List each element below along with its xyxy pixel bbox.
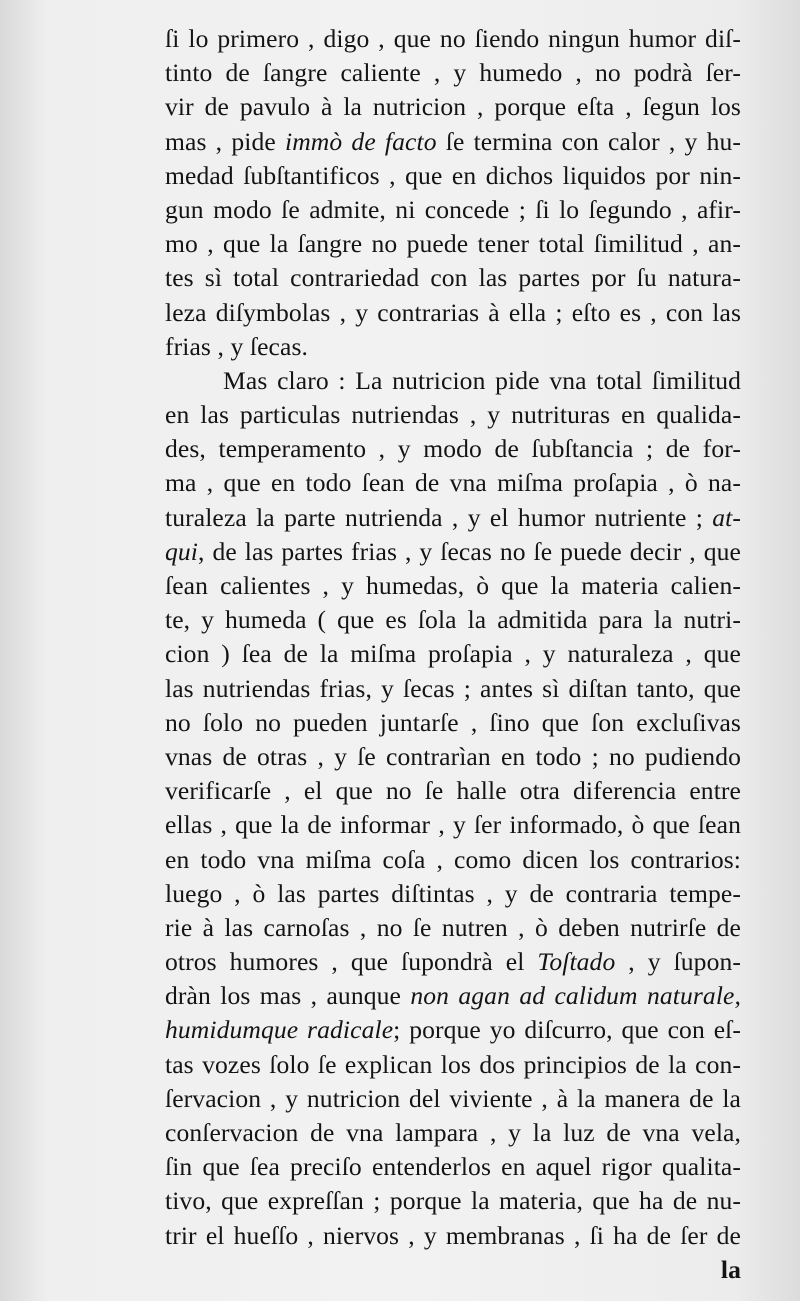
- text-line: [165, 603, 741, 637]
- italic-text: at-: [712, 502, 741, 532]
- text-line: [165, 364, 741, 398]
- line-text: luego , ò las partes diſtintas , y de contraria tempe-: [165, 878, 741, 908]
- line-text: tes sì total contrariedad con las partes por ſu natura-: [165, 263, 741, 293]
- line-text: des, temperamento , y modo de ſubſtancia ; de for-: [165, 434, 741, 464]
- text-line: [165, 637, 741, 671]
- text-line: [165, 90, 741, 124]
- text-line: [165, 261, 741, 295]
- text-line: [165, 808, 741, 842]
- text-line: [165, 125, 741, 159]
- line-text: en las particulas nutriendas , y nutrituras en qualida-: [165, 400, 741, 430]
- line-text: turaleza la parte nutrienda , y el humor nutriente ;: [165, 502, 713, 532]
- text-line: [165, 432, 741, 466]
- line-text: conſervacion de vna lampara , y la luz de vna vela,: [165, 1118, 741, 1147]
- line-text: mas , pide: [165, 126, 285, 156]
- line-text: cion ) ſea de la miſma proſapia , y naturaleza , que: [165, 639, 741, 669]
- line-text: en todo vna miſma coſa , como dicen los contrarios:: [165, 844, 741, 874]
- text-line: [165, 877, 741, 911]
- line-text: verificarſe , el que no ſe halle otra diferencia entre: [165, 776, 741, 806]
- text-line: [165, 1150, 741, 1184]
- body-text: [165, 22, 741, 1287]
- line-text: gun modo ſe admite, ni concede ; ſi lo ſegundo , afir-: [165, 194, 741, 224]
- line-text: tinto de ſangre caliente , y humedo , no podrà ſer-: [165, 58, 741, 88]
- text-line: [165, 1219, 741, 1253]
- line-text: rie à las carnoſas , no ſe nutren , ò deben nutrirſe de: [165, 912, 741, 942]
- line-text: trir el hueſſo , niervos , y membranas , ſi ha de ſer de: [165, 1220, 741, 1250]
- line-text: ſe termina con calor , y hu-: [436, 126, 741, 156]
- line-text: , de las partes frias , y ſecas no ſe puede decir , que: [198, 536, 741, 566]
- line-text: mo , que la ſangre no puede tener total ſimilitud , an-: [165, 229, 741, 259]
- italic-text: Toſtado: [537, 947, 616, 977]
- italic-text: non agan ad calidum naturale,: [410, 981, 742, 1011]
- line-text: ellas , que la de informar , y ſer informado, ò que ſean: [165, 810, 741, 840]
- text-line: [165, 535, 741, 569]
- line-text: Mas claro : La nutricion pide vna total ſimilitud: [223, 365, 741, 395]
- text-line: [165, 159, 741, 193]
- text-line: [165, 1184, 741, 1218]
- line-text: vnas de otras , y ſe contrarìan en todo ; no pudiendo: [165, 741, 741, 771]
- text-line: [165, 843, 741, 877]
- text-line: [165, 1082, 741, 1116]
- italic-text: qui: [165, 536, 199, 566]
- text-line: [165, 398, 741, 432]
- text-line: [165, 330, 741, 364]
- text-line: [165, 296, 741, 330]
- text-line: [165, 227, 741, 261]
- italic-text: humidumque radicale: [165, 1015, 394, 1045]
- text-line: [165, 672, 741, 706]
- line-text: te, y humeda ( que es ſola la admitida para la nutri-: [165, 605, 741, 635]
- line-text: dràn los mas , aunque: [165, 981, 411, 1011]
- text-line: [165, 1013, 741, 1047]
- line-text: ma , que en todo ſean de vna miſma proſapia , ò na-: [165, 468, 741, 498]
- line-text: medad ſubſtantificos , que en dichos liquidos por nin-: [165, 160, 741, 190]
- line-text: ſi lo primero , digo , que no ſiendo ningun humor diſ-: [165, 24, 741, 53]
- text-line: [165, 1116, 741, 1150]
- text-line: [165, 774, 741, 808]
- catchword: la: [720, 1254, 741, 1284]
- text-line: [165, 740, 741, 774]
- text-line: [165, 466, 741, 500]
- text-line: [165, 56, 741, 90]
- text-line: [165, 193, 741, 227]
- line-text: leza diſymbolas , y contrarias à ella ; eſto es , con las: [165, 297, 741, 327]
- text-line: [165, 979, 741, 1013]
- line-text: ſean calientes , y humedas, ò que la materia calien-: [165, 571, 741, 600]
- line-text: vir de pavulo à la nutricion , porque eſta , ſegun los: [165, 92, 741, 122]
- text-line: [165, 501, 741, 535]
- text-line: [165, 569, 741, 603]
- text-line: [165, 22, 741, 56]
- line-text: ſin que ſea preciſo entenderlos en aquel rigor qualita-: [165, 1152, 741, 1182]
- line-text: ſervacion , y nutricion del viviente , à la manera de la: [165, 1083, 741, 1113]
- text-line: [165, 945, 741, 979]
- line-text: ; porque yo diſcurro, que con eſ-: [393, 1015, 741, 1045]
- line-text: tas vozes ſolo ſe explican los dos principios de la con-: [165, 1049, 741, 1079]
- line-text: frias , y ſecas.: [165, 331, 309, 361]
- line-text: tivo, que expreſſan ; porque la materia, que ha de nu-: [165, 1186, 741, 1216]
- text-line: [165, 1048, 741, 1082]
- italic-text: immò de facto: [284, 126, 437, 156]
- line-text: , y ſupon-: [615, 947, 741, 977]
- text-line: [165, 706, 741, 740]
- line-text: las nutriendas frias, y ſecas ; antes sì diſtan tanto, que: [165, 673, 741, 703]
- line-text: no ſolo no pueden juntarſe , ſino que ſon excluſivas: [165, 707, 741, 737]
- text-line: [165, 911, 741, 945]
- line-text: otros humores , que ſupondrà el: [165, 947, 538, 977]
